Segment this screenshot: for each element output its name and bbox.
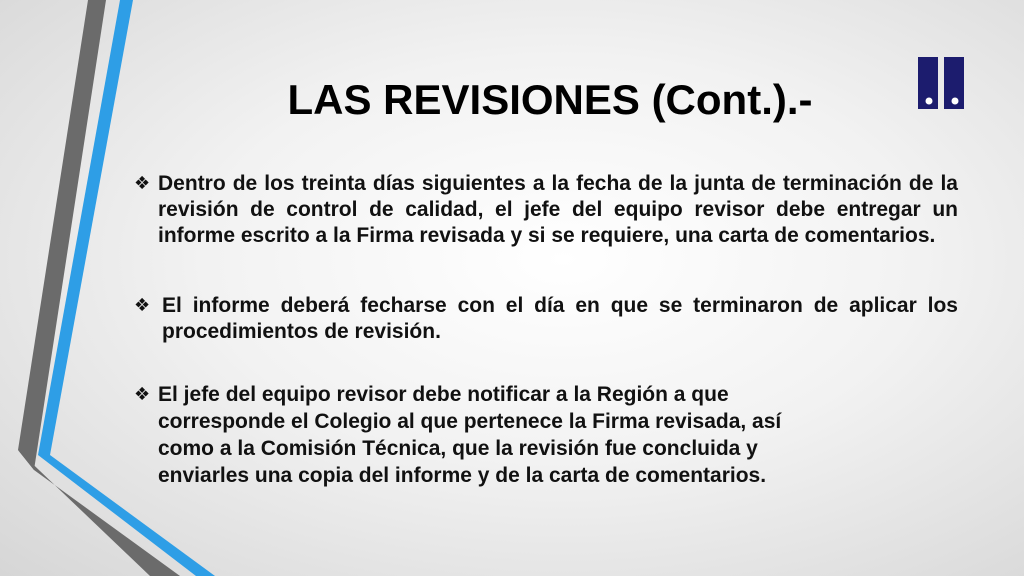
page-title: LAS REVISIONES (Cont.).- [287, 76, 813, 123]
bullet-text-2: El informe deberá fecharse con el día en que se terminaron de aplicar los procedimientos de revisión. [162, 294, 958, 343]
decorative-stripes [0, 0, 240, 576]
logo-dot-left [926, 98, 933, 105]
bullet-text-3-line-1: El jefe del equipo revisor debe notificar a la Región a que [158, 383, 729, 406]
four-diamond-icon: ❖ [134, 173, 151, 194]
four-diamond-icon: ❖ [134, 384, 151, 405]
bullet-text-3-line-3: como a la Comisión Técnica, que la revisión fue concluida y [158, 437, 758, 460]
bullet-item-2 [134, 293, 958, 345]
firm-logo [918, 57, 966, 109]
bullet-text-3-line-2: corresponde el Colegio al que pertenece la Firma revisada, así [158, 410, 782, 433]
bullet-item-1 [134, 171, 958, 249]
four-diamond-icon: ❖ [134, 295, 151, 316]
logo-dot-right [952, 98, 959, 105]
bullet-text-1: Dentro de los treinta días siguientes a la fecha de la junta de terminación de la revisión de control de calidad, el jefe del equipo revisor debe entregar un informe escrito a la Firma revisada y si se requiere, una carta de comentarios. [158, 172, 958, 247]
gray-stripe-left [18, 0, 106, 470]
bullet-text-3 [158, 381, 914, 489]
bullet-item-3 [134, 381, 914, 489]
bullet-text-3-line-4: enviarles una copia del informe y de la carta de comentarios. [158, 464, 767, 487]
